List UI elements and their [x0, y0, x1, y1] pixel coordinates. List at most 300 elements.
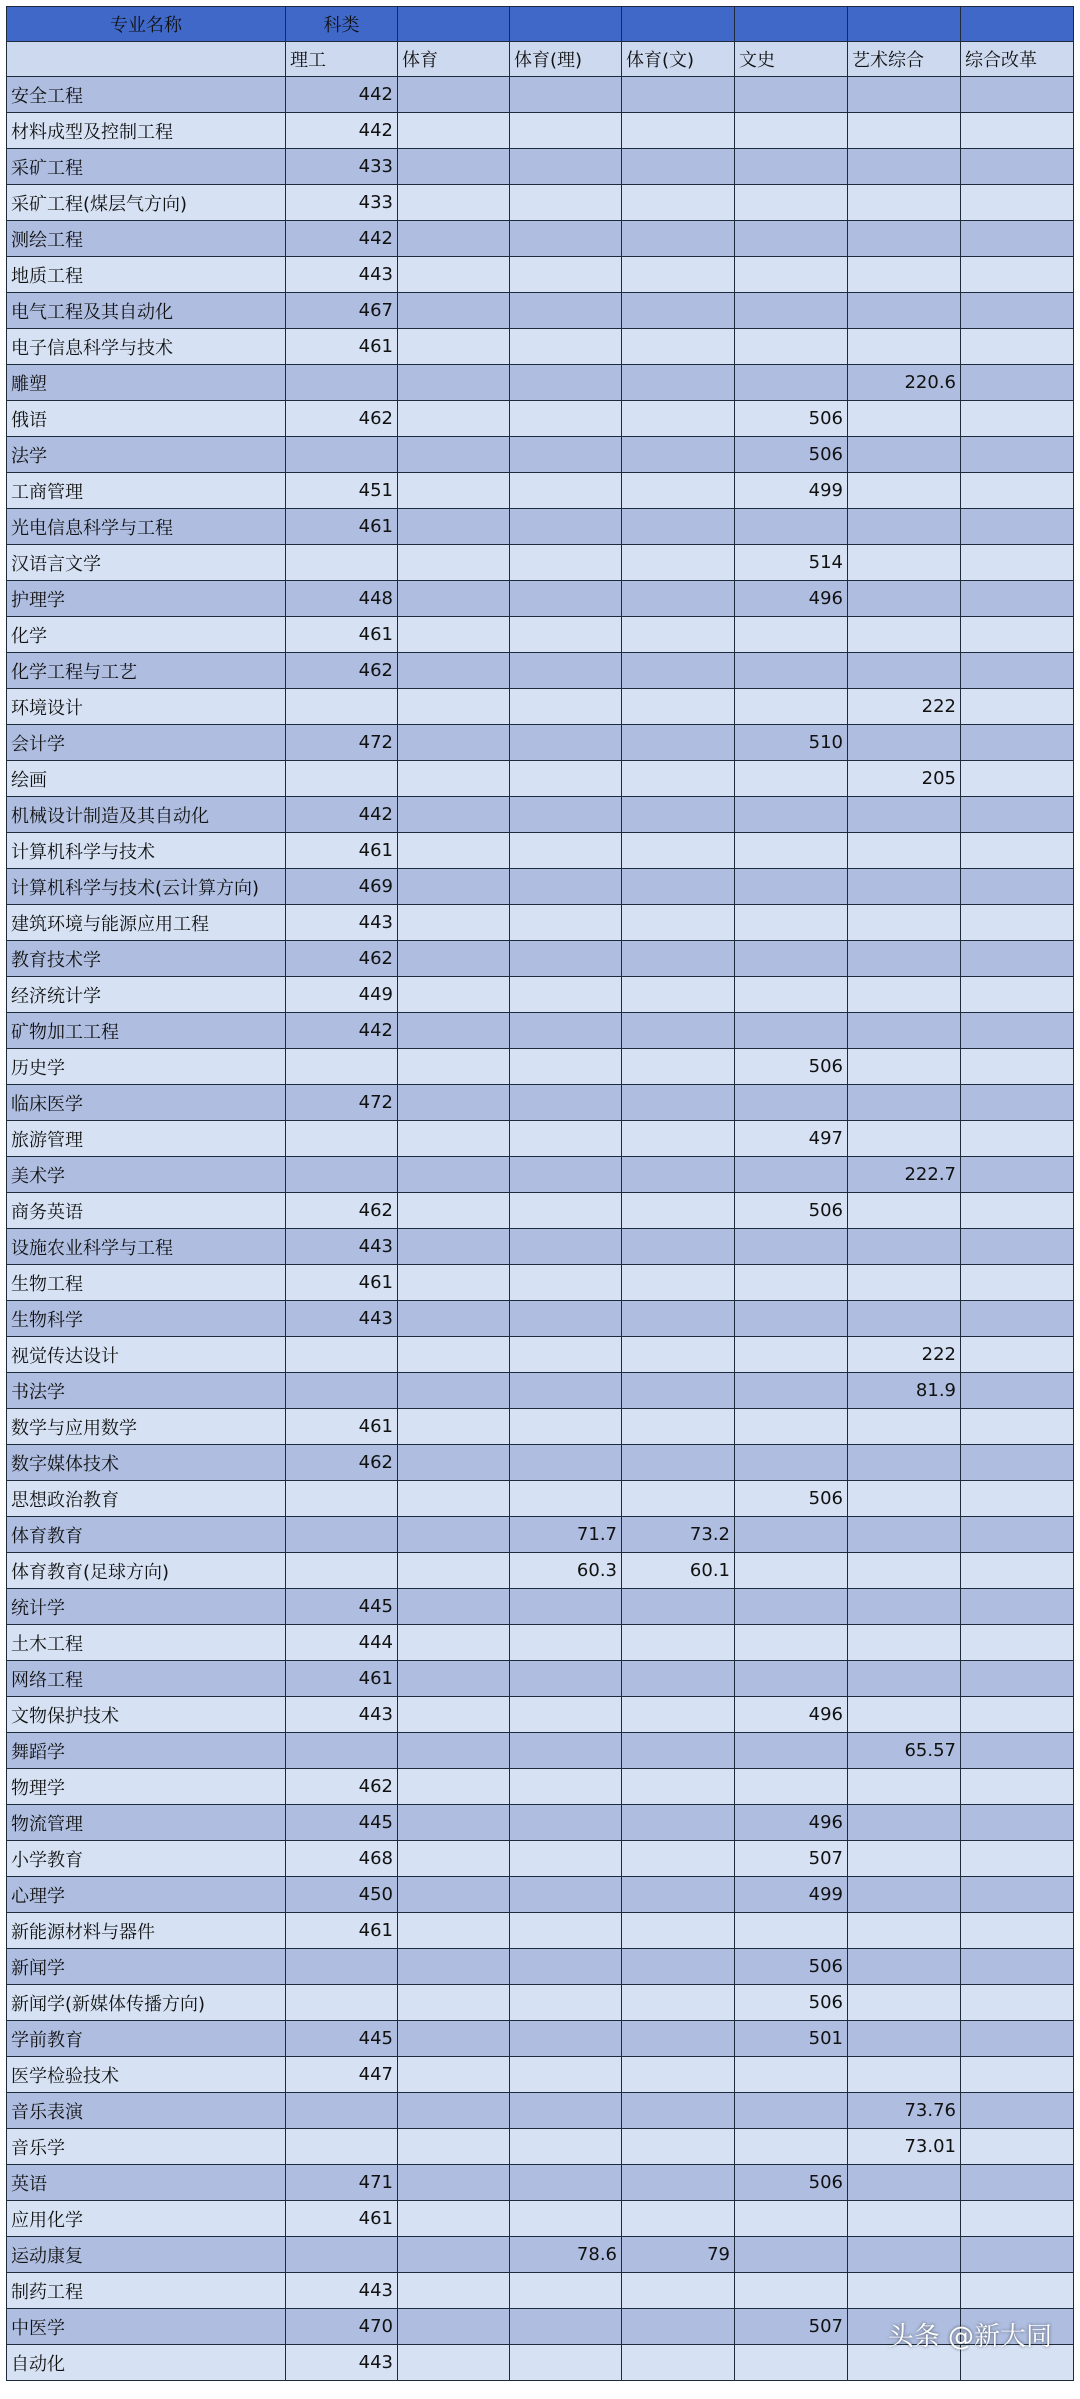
- cell-score: 444: [286, 1625, 398, 1661]
- cell-score: [622, 2021, 735, 2057]
- cell-score: [961, 905, 1074, 941]
- cell-score: [398, 1661, 510, 1697]
- cell-score: [848, 1013, 961, 1049]
- cell-score: [622, 1193, 735, 1229]
- table-row: [7, 1481, 1074, 1517]
- cell-score: [510, 1085, 622, 1121]
- cell-major-name: 思想政治教育: [7, 1481, 286, 1517]
- cell-score: [735, 1661, 848, 1697]
- cell-score: [398, 473, 510, 509]
- cell-score: [510, 2165, 622, 2201]
- cell-score: [398, 401, 510, 437]
- cell-score: [961, 797, 1074, 833]
- cell-major-name: 雕塑: [7, 365, 286, 401]
- cell-major-name: 文物保护技术: [7, 1697, 286, 1733]
- cell-score: [848, 1265, 961, 1301]
- cell-score: [848, 1121, 961, 1157]
- cell-major-name: 会计学: [7, 725, 286, 761]
- cell-score: [510, 1769, 622, 1805]
- cell-score: [735, 1553, 848, 1589]
- cell-score: [622, 1949, 735, 1985]
- cell-score: [961, 1553, 1074, 1589]
- cell-score: [961, 1625, 1074, 1661]
- cell-major-name: 化学: [7, 617, 286, 653]
- cell-score: [622, 1157, 735, 1193]
- table-row: [7, 1301, 1074, 1337]
- table-row: [7, 1157, 1074, 1193]
- cell-score: [961, 761, 1074, 797]
- cell-score: 447: [286, 2057, 398, 2093]
- cell-score: [961, 545, 1074, 581]
- cell-major-name: 建筑环境与能源应用工程: [7, 905, 286, 941]
- cell-major-name: 旅游管理: [7, 1121, 286, 1157]
- cell-score: 79: [622, 2237, 735, 2273]
- cell-score: 461: [286, 1661, 398, 1697]
- cell-score: 综合改革: [961, 42, 1074, 77]
- cell-score: [510, 1589, 622, 1625]
- table-row: [7, 869, 1074, 905]
- cell-score: [398, 761, 510, 797]
- cell-score: [961, 941, 1074, 977]
- cell-score: [622, 1049, 735, 1085]
- cell-score: [398, 905, 510, 941]
- table-row: [7, 2021, 1074, 2057]
- cell-score: 496: [735, 1697, 848, 1733]
- cell-score: [398, 1805, 510, 1841]
- cell-score: [735, 689, 848, 725]
- cell-score: 442: [286, 77, 398, 113]
- cell-score: 499: [735, 473, 848, 509]
- cell-score: [848, 1805, 961, 1841]
- cell-score: [510, 2345, 622, 2381]
- cell-score: [286, 2093, 398, 2129]
- header-row-title: [7, 7, 1074, 42]
- cell-score: 506: [735, 437, 848, 473]
- cell-score: [622, 905, 735, 941]
- cell-score: [622, 1661, 735, 1697]
- cell-score: [510, 509, 622, 545]
- cell-score: [510, 761, 622, 797]
- cell-score: 448: [286, 581, 398, 617]
- cell-major-name: 应用化学: [7, 2201, 286, 2237]
- cell-score: [961, 365, 1074, 401]
- cell-score: [848, 329, 961, 365]
- cell-score: 471: [286, 2165, 398, 2201]
- cell-score: [735, 1625, 848, 1661]
- cell-major-name: 音乐表演: [7, 2093, 286, 2129]
- cell-score: [510, 1445, 622, 1481]
- cell-score: [848, 2237, 961, 2273]
- cell-score: [398, 1193, 510, 1229]
- cell-score: [510, 1481, 622, 1517]
- cell-score: 科类: [286, 7, 398, 42]
- cell-score: [735, 329, 848, 365]
- cell-score: [398, 1085, 510, 1121]
- cell-score: [510, 2093, 622, 2129]
- cell-score: [848, 7, 961, 42]
- cell-score: [961, 221, 1074, 257]
- cell-score: [286, 1949, 398, 1985]
- table-row: [7, 2093, 1074, 2129]
- cell-score: [510, 257, 622, 293]
- cell-score: [961, 437, 1074, 473]
- cell-score: [848, 1049, 961, 1085]
- cell-major-name: 自动化: [7, 2345, 286, 2381]
- table-row: [7, 473, 1074, 509]
- cell-score: [510, 1877, 622, 1913]
- cell-score: [622, 2309, 735, 2345]
- cell-score: [961, 293, 1074, 329]
- cell-major-name: 光电信息科学与工程: [7, 509, 286, 545]
- cell-score: [961, 1373, 1074, 1409]
- cell-score: 472: [286, 1085, 398, 1121]
- cell-score: [398, 2165, 510, 2201]
- cell-score: 442: [286, 797, 398, 833]
- cell-score: 60.3: [510, 1553, 622, 1589]
- cell-score: [961, 1661, 1074, 1697]
- cell-score: 461: [286, 833, 398, 869]
- cell-score: 445: [286, 2021, 398, 2057]
- cell-score: 499: [735, 1877, 848, 1913]
- cell-score: [848, 2057, 961, 2093]
- cell-score: [622, 1301, 735, 1337]
- cell-score: [286, 1517, 398, 1553]
- cell-score: [622, 2093, 735, 2129]
- cell-score: [398, 941, 510, 977]
- cell-score: [735, 2201, 848, 2237]
- cell-score: [622, 761, 735, 797]
- cell-score: [510, 905, 622, 941]
- cell-score: [961, 257, 1074, 293]
- table-row: [7, 797, 1074, 833]
- cell-score: [848, 581, 961, 617]
- cell-score: 450: [286, 1877, 398, 1913]
- table-row: [7, 185, 1074, 221]
- table-row: [7, 1517, 1074, 1553]
- cell-score: [622, 689, 735, 725]
- cell-score: [510, 77, 622, 113]
- cell-score: [961, 2021, 1074, 2057]
- cell-score: [848, 1661, 961, 1697]
- cell-score: [398, 1517, 510, 1553]
- cell-score: [735, 941, 848, 977]
- table-row: [7, 293, 1074, 329]
- cell-score: [398, 7, 510, 42]
- cell-score: [622, 1733, 735, 1769]
- cell-score: [398, 1697, 510, 1733]
- cell-score: [398, 1445, 510, 1481]
- cell-score: [622, 2345, 735, 2381]
- table-row: [7, 329, 1074, 365]
- cell-score: [622, 2129, 735, 2165]
- cell-major-name: 绘画: [7, 761, 286, 797]
- cell-score: [510, 617, 622, 653]
- cell-major-name: 数字媒体技术: [7, 1445, 286, 1481]
- cell-score: [398, 1481, 510, 1517]
- cell-score: 469: [286, 869, 398, 905]
- cell-score: [510, 1265, 622, 1301]
- cell-score: [622, 1445, 735, 1481]
- cell-major-name: 设施农业科学与工程: [7, 1229, 286, 1265]
- cell-score: 433: [286, 149, 398, 185]
- cell-major-name: 地质工程: [7, 257, 286, 293]
- cell-score: [286, 437, 398, 473]
- cell-score: [848, 653, 961, 689]
- cell-score: [735, 1013, 848, 1049]
- cell-score: [398, 1985, 510, 2021]
- cell-score: [961, 1589, 1074, 1625]
- cell-score: 462: [286, 1193, 398, 1229]
- cell-score: [510, 653, 622, 689]
- cell-score: [848, 1985, 961, 2021]
- cell-score: 体育: [398, 42, 510, 77]
- cell-score: [510, 1301, 622, 1337]
- cell-score: [735, 1517, 848, 1553]
- cell-score: [735, 2057, 848, 2093]
- cell-major-name: 体育教育(足球方向): [7, 1553, 286, 1589]
- cell-score: [286, 1157, 398, 1193]
- cell-major-name: 舞蹈学: [7, 1733, 286, 1769]
- cell-score: 445: [286, 1805, 398, 1841]
- cell-score: [510, 1949, 622, 1985]
- cell-score: [961, 1265, 1074, 1301]
- cell-score: [286, 365, 398, 401]
- cell-major-name: 法学: [7, 437, 286, 473]
- cell-score: [735, 1373, 848, 1409]
- cell-score: 442: [286, 113, 398, 149]
- cell-score: [735, 905, 848, 941]
- cell-score: [961, 1949, 1074, 1985]
- cell-score: [848, 113, 961, 149]
- cell-score: [961, 77, 1074, 113]
- cell-score: [961, 869, 1074, 905]
- cell-score: 文史: [735, 42, 848, 77]
- cell-score: [848, 437, 961, 473]
- cell-score: [622, 1913, 735, 1949]
- cell-major-name: 电子信息科学与技术: [7, 329, 286, 365]
- cell-score: [961, 473, 1074, 509]
- cell-major-name: 机械设计制造及其自动化: [7, 797, 286, 833]
- cell-score: [961, 185, 1074, 221]
- cell-score: [961, 2237, 1074, 2273]
- cell-score: [961, 1193, 1074, 1229]
- cell-score: [622, 941, 735, 977]
- cell-score: [510, 2201, 622, 2237]
- cell-score: [398, 1553, 510, 1589]
- cell-score: [622, 2273, 735, 2309]
- cell-score: [961, 2201, 1074, 2237]
- cell-score: [622, 149, 735, 185]
- cell-score: 443: [286, 1697, 398, 1733]
- cell-major-name: 网络工程: [7, 1661, 286, 1697]
- cell-score: 472: [286, 725, 398, 761]
- table-row: [7, 1949, 1074, 1985]
- cell-score: 443: [286, 257, 398, 293]
- cell-major-name: 化学工程与工艺: [7, 653, 286, 689]
- table-row: [7, 1661, 1074, 1697]
- cell-score: [398, 1301, 510, 1337]
- cell-score: [961, 1517, 1074, 1553]
- cell-score: 433: [286, 185, 398, 221]
- cell-major-name: 计算机科学与技术(云计算方向): [7, 869, 286, 905]
- cell-score: [398, 1265, 510, 1301]
- cell-major-name: 计算机科学与技术: [7, 833, 286, 869]
- cell-major-name: 汉语言文学: [7, 545, 286, 581]
- cell-score: [398, 509, 510, 545]
- cell-score: 理工: [286, 42, 398, 77]
- cell-score: 60.1: [622, 1553, 735, 1589]
- cell-major-name: 环境设计: [7, 689, 286, 725]
- cell-score: [961, 1121, 1074, 1157]
- cell-score: [398, 1157, 510, 1193]
- table-row: [7, 149, 1074, 185]
- cell-score: [510, 833, 622, 869]
- cell-score: 507: [735, 2309, 848, 2345]
- cell-score: [398, 1013, 510, 1049]
- cell-major-name: 生物工程: [7, 1265, 286, 1301]
- cell-major-name: 小学教育: [7, 1841, 286, 1877]
- cell-score: [622, 437, 735, 473]
- cell-score: [398, 1769, 510, 1805]
- cell-score: [961, 1877, 1074, 1913]
- cell-score: [848, 77, 961, 113]
- cell-score: [622, 1481, 735, 1517]
- cell-score: [510, 1013, 622, 1049]
- cell-score: [510, 293, 622, 329]
- cell-score: [735, 2273, 848, 2309]
- cell-score: [961, 329, 1074, 365]
- cell-score: 461: [286, 1913, 398, 1949]
- cell-score: 443: [286, 2345, 398, 2381]
- table-row: [7, 2057, 1074, 2093]
- cell-score: [622, 833, 735, 869]
- table-row: [7, 545, 1074, 581]
- cell-score: [848, 545, 961, 581]
- cell-score: 507: [735, 1841, 848, 1877]
- cell-score: [286, 2237, 398, 2273]
- table-row: [7, 1049, 1074, 1085]
- cell-score: [398, 185, 510, 221]
- cell-score: [622, 7, 735, 42]
- cell-score: [398, 2201, 510, 2237]
- table-row: [7, 1409, 1074, 1445]
- cell-score: 体育(理): [510, 42, 622, 77]
- cell-score: [286, 1553, 398, 1589]
- cell-score: [510, 797, 622, 833]
- cell-score: [510, 1985, 622, 2021]
- cell-score: [398, 149, 510, 185]
- cell-score: [510, 1121, 622, 1157]
- table-row: [7, 941, 1074, 977]
- cell-score: [510, 185, 622, 221]
- cell-score: 443: [286, 1229, 398, 1265]
- cell-score: 462: [286, 401, 398, 437]
- cell-score: 73.76: [848, 2093, 961, 2129]
- cell-major-name: 新能源材料与器件: [7, 1913, 286, 1949]
- cell-score: [622, 401, 735, 437]
- cell-score: [510, 2273, 622, 2309]
- cell-major-name: 学前教育: [7, 2021, 286, 2057]
- cell-score: [735, 1337, 848, 1373]
- cell-score: [735, 257, 848, 293]
- cell-score: [398, 2237, 510, 2273]
- cell-score: [622, 1265, 735, 1301]
- cell-score: [510, 1409, 622, 1445]
- table-row: [7, 257, 1074, 293]
- table-row: [7, 977, 1074, 1013]
- cell-score: [735, 1733, 848, 1769]
- cell-score: [622, 1373, 735, 1409]
- cell-score: [622, 1985, 735, 2021]
- cell-score: [848, 1949, 961, 1985]
- cell-score: [510, 149, 622, 185]
- cell-score: [622, 1697, 735, 1733]
- cell-major-name: 采矿工程(煤层气方向): [7, 185, 286, 221]
- cell-score: [622, 365, 735, 401]
- cell-score: [961, 653, 1074, 689]
- cell-score: [961, 725, 1074, 761]
- cell-score: [398, 977, 510, 1013]
- cell-score: [848, 1517, 961, 1553]
- cell-score: [286, 761, 398, 797]
- cell-major-name: 视觉传达设计: [7, 1337, 286, 1373]
- cell-major-name: 美术学: [7, 1157, 286, 1193]
- table-row: [7, 113, 1074, 149]
- cell-score: [398, 113, 510, 149]
- cell-score: [848, 977, 961, 1013]
- cell-major-name: 中医学: [7, 2309, 286, 2345]
- cell-score: 442: [286, 221, 398, 257]
- cell-score: [735, 185, 848, 221]
- admission-score-table: [6, 6, 1074, 2381]
- cell-score: [510, 1229, 622, 1265]
- cell-score: [735, 113, 848, 149]
- cell-score: [622, 581, 735, 617]
- cell-score: 506: [735, 401, 848, 437]
- cell-score: 222.7: [848, 1157, 961, 1193]
- cell-score: 461: [286, 1409, 398, 1445]
- cell-major-name: 物理学: [7, 1769, 286, 1805]
- table-row: [7, 1733, 1074, 1769]
- cell-score: [510, 221, 622, 257]
- cell-score: 205: [848, 761, 961, 797]
- cell-score: [961, 1049, 1074, 1085]
- cell-score: [622, 545, 735, 581]
- cell-major-name: 心理学: [7, 1877, 286, 1913]
- cell-score: [961, 1157, 1074, 1193]
- cell-score: [961, 509, 1074, 545]
- cell-score: [398, 1373, 510, 1409]
- cell-score: [961, 2273, 1074, 2309]
- table-row: [7, 1877, 1074, 1913]
- cell-score: [848, 905, 961, 941]
- cell-score: [848, 1877, 961, 1913]
- cell-score: 506: [735, 1985, 848, 2021]
- table-row: [7, 1445, 1074, 1481]
- cell-score: [848, 1481, 961, 1517]
- cell-score: [848, 1553, 961, 1589]
- cell-major-name: 护理学: [7, 581, 286, 617]
- cell-score: 461: [286, 329, 398, 365]
- cell-score: [622, 113, 735, 149]
- table-row: [7, 1589, 1074, 1625]
- cell-score: [510, 1337, 622, 1373]
- cell-score: [398, 869, 510, 905]
- cell-score: [510, 1373, 622, 1409]
- table-row: [7, 365, 1074, 401]
- cell-score: [398, 257, 510, 293]
- cell-major-name: 电气工程及其自动化: [7, 293, 286, 329]
